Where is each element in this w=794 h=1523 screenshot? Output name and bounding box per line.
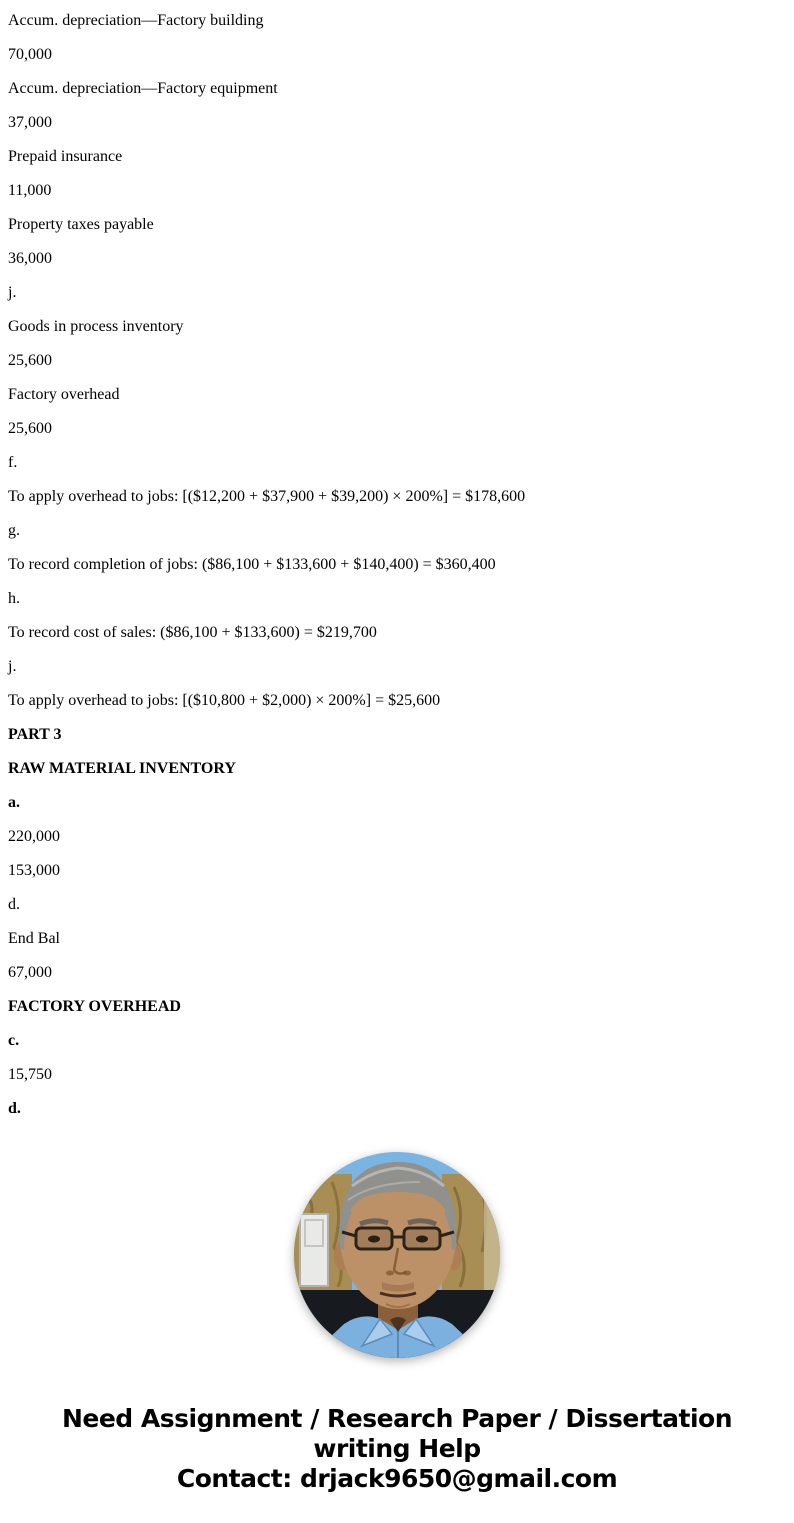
document-line: RAW MATERIAL INVENTORY [8, 760, 236, 777]
document-line: Property taxes payable [8, 216, 154, 233]
document-line: 25,600 [8, 420, 52, 437]
avatar [294, 1152, 500, 1358]
document-line: To apply overhead to jobs: [($12,200 + $37,900 + $39,200) × 200%] = $178,600 [8, 488, 526, 505]
document-line: To record completion of jobs: ($86,100 + $133,600 + $140,400) = $360,400 [8, 556, 496, 573]
document-line: f. [8, 454, 18, 471]
document-line: Goods in process inventory [8, 318, 184, 335]
footer-line: writing Help [313, 1434, 481, 1463]
document-line: 220,000 [8, 828, 60, 845]
footer-line: Contact: drjack9650@gmail.com [176, 1464, 618, 1493]
document-line: d. [8, 1100, 21, 1117]
document-line: 25,600 [8, 352, 52, 369]
document-line: To record cost of sales: ($86,100 + $133,600) = $219,700 [8, 624, 377, 641]
document-line: 15,750 [8, 1066, 52, 1083]
document-line: Factory overhead [8, 386, 120, 403]
document-line: h. [8, 590, 20, 607]
document-line: 37,000 [8, 114, 52, 131]
footer-line: Need Assignment / Research Paper / Dissertation [61, 1404, 733, 1433]
document-line: End Bal [8, 930, 60, 947]
document-line: PART 3 [8, 726, 62, 743]
document-line: a. [8, 794, 20, 811]
document-line: To apply overhead to jobs: [($10,800 + $2,000) × 200%] = $25,600 [8, 692, 441, 709]
document-line: 153,000 [8, 862, 60, 879]
document-line: FACTORY OVERHEAD [8, 998, 181, 1015]
document-line: c. [8, 1032, 20, 1049]
document-line: Accum. depreciation—Factory equipment [8, 80, 278, 97]
document-line: Accum. depreciation—Factory building [8, 12, 264, 29]
footer-banner [0, 1404, 794, 1494]
document-line: 11,000 [8, 182, 52, 199]
document-line: j. [8, 284, 17, 301]
avatar-photo-illustration [294, 1152, 500, 1358]
document-line: 67,000 [8, 964, 52, 981]
document-line: 36,000 [8, 250, 52, 267]
document-line: Prepaid insurance [8, 148, 123, 165]
document-line: g. [8, 522, 20, 539]
document-line: 70,000 [8, 46, 52, 63]
document-line: j. [8, 658, 17, 675]
document-line: d. [8, 896, 20, 913]
